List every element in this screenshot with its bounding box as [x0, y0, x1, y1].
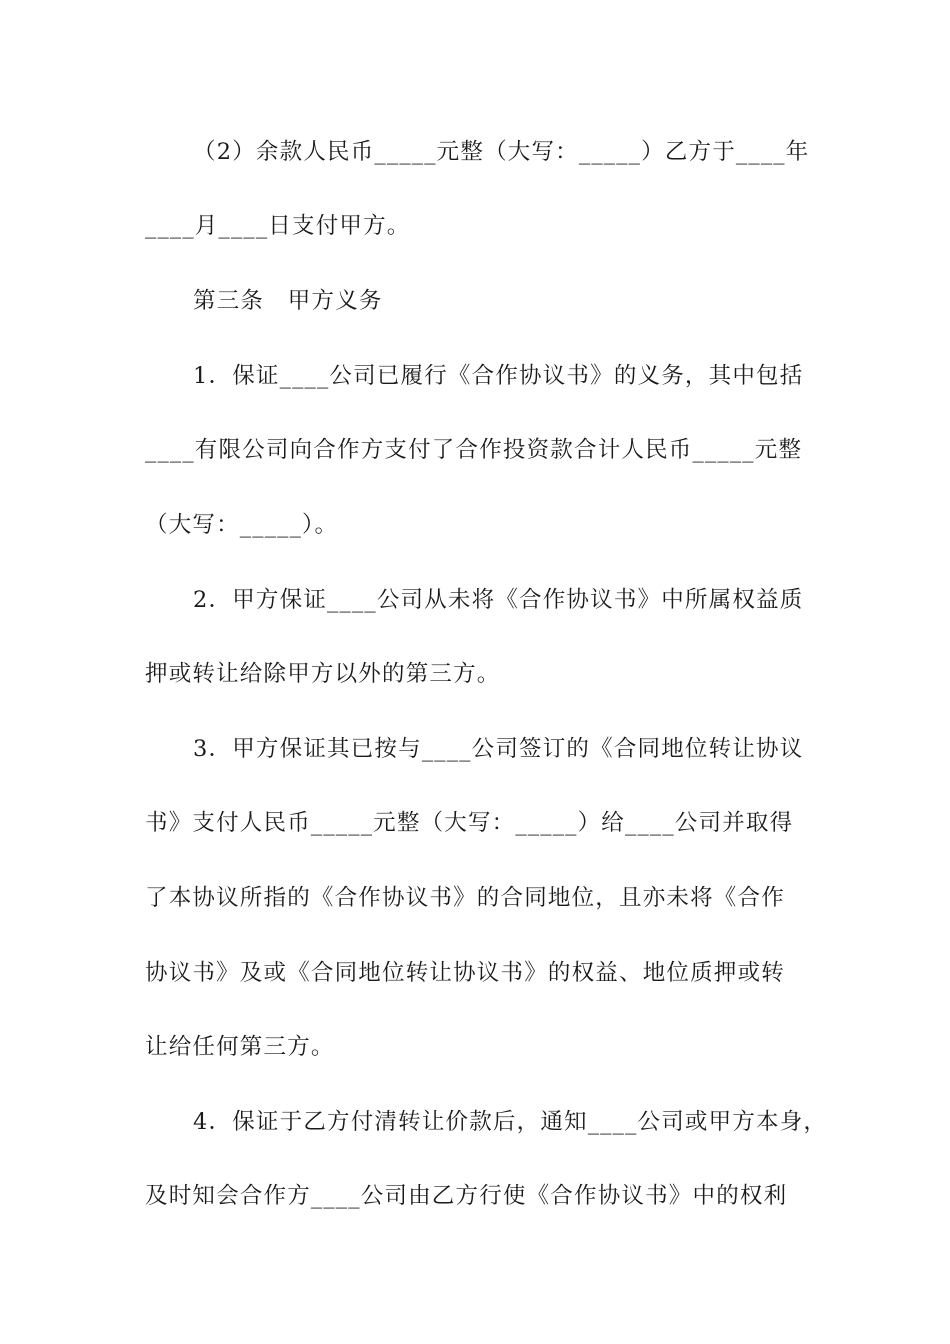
paragraph-line: 押或转让给除甲方以外的第三方。 — [145, 661, 501, 687]
paragraph-line: ____有限公司向合作方支付了合作投资款合计人民币_____元整 — [145, 437, 803, 463]
paragraph-line: 了本协议所指的《合作协议书》的合同地位，且亦未将《合作 — [145, 885, 785, 911]
paragraph-line: 书》支付人民币_____元整（大写：_____）给____公司并取得 — [145, 810, 794, 836]
paragraph-line: 让给任何第三方。 — [145, 1034, 335, 1060]
paragraph-line: ____月____日支付甲方。 — [145, 213, 411, 239]
paragraph-line: 4．保证于乙方付清转让价款后，通知____公司或甲方本身， — [193, 1109, 828, 1135]
paragraph-line: 及时知会合作方____公司由乙方行使《合作协议书》中的权利 — [145, 1183, 788, 1209]
paragraph-line: 协议书》及或《合同地位转让协议书》的权益、地位质押或转 — [145, 960, 785, 986]
paragraph-line: 1．保证____公司已履行《合作协议书》的义务，其中包括 — [193, 363, 804, 389]
paragraph-line: （大写：_____）。 — [145, 512, 339, 538]
paragraph-line: 3．甲方保证其已按与____公司签订的《合同地位转让协议 — [193, 736, 804, 762]
paragraph-line: 2．甲方保证____公司从未将《合作协议书》中所属权益质 — [193, 587, 804, 613]
section-heading: 第三条 甲方义务 — [193, 288, 383, 314]
paragraph-line: （2）余款人民币_____元整（大写：_____）乙方于____年 — [193, 139, 810, 165]
